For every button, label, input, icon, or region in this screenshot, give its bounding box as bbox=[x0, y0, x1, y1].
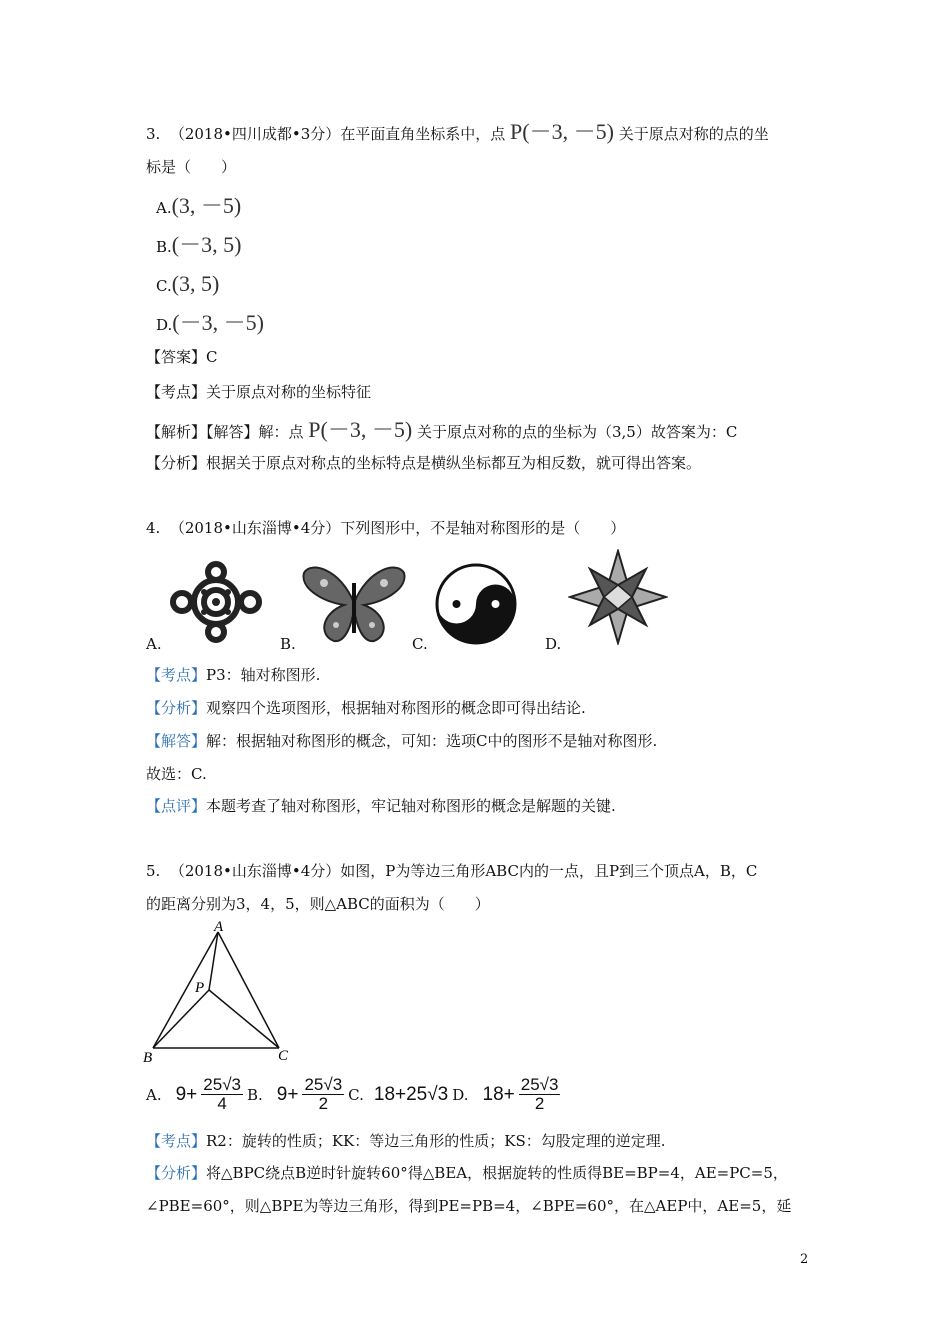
q4-dianping-text: 本题考查了轴对称图形，牢记轴对称图形的概念是解题的关键. bbox=[206, 797, 616, 815]
frac-num: 25√3 bbox=[203, 1075, 241, 1094]
q5-option-c-label: C. bbox=[348, 1085, 364, 1104]
option-label: D. bbox=[156, 316, 173, 334]
option-value: (3, 5) bbox=[171, 271, 220, 296]
q3-jiexi-point: P(－3, －5) bbox=[308, 417, 413, 442]
q3-jiexi-prefix: 【解析】【解答】解：点 bbox=[146, 423, 304, 441]
q5-fenxi-line2: ∠PBE=60°，则△BPE为等边三角形，得到PE=PB=4，∠BPE=60°，在△AEP中，AE=5，延 bbox=[146, 1197, 792, 1215]
q3-answer: 【答案】C bbox=[146, 348, 218, 366]
q5-stem-line1: 5. （2018•山东淄博•4分）如图，P为等边三角形ABC内的一点，且P到三个顶点A，B，C bbox=[146, 862, 758, 880]
q3-fenxi: 【分析】根据关于原点对称点的坐标特点是横纵坐标都互为相反数，就可得出答案。 bbox=[146, 454, 702, 472]
q3-option-c bbox=[156, 271, 220, 296]
q5-kaodian bbox=[146, 1131, 666, 1151]
q4-stem: 4. （2018•山东淄博•4分）下列图形中，不是轴对称图形的是（ ） bbox=[146, 519, 626, 537]
knot-figure bbox=[164, 560, 268, 644]
q3-kaodian: 【考点】关于原点对称的坐标特征 bbox=[146, 383, 372, 401]
tag-fenxi: 【分析】 bbox=[146, 699, 207, 717]
q3-stem-line1 bbox=[146, 119, 769, 144]
frac-num: 25√3 bbox=[520, 1075, 559, 1094]
q3-jiexi bbox=[146, 417, 738, 442]
q5-option-d-int: 18+ bbox=[482, 1083, 515, 1105]
vertex-c-label: C bbox=[278, 1048, 289, 1064]
frac-den: 2 bbox=[534, 1094, 545, 1113]
q5-option-a-frac bbox=[201, 1076, 243, 1113]
triangle-figure bbox=[140, 920, 300, 1065]
q5-kaodian-text: R2：旋转的性质；KK：等边三角形的性质；KS：勾股定理的逆定理. bbox=[206, 1132, 666, 1150]
q5-fenxi-line1 bbox=[146, 1163, 788, 1183]
tag-fenxi: 【分析】 bbox=[146, 1164, 207, 1182]
star-figure bbox=[568, 549, 668, 645]
q3-point: P(－3, －5) bbox=[510, 119, 614, 144]
option-label: B. bbox=[156, 238, 172, 256]
q5-option-d-label: D. bbox=[452, 1085, 469, 1104]
q3-option-b bbox=[156, 232, 242, 257]
q5-option-a-int: 9+ bbox=[175, 1083, 198, 1105]
q3-option-d bbox=[156, 310, 264, 335]
tag-kaodian: 【考点】 bbox=[146, 1132, 207, 1150]
q4-fenxi-text: 观察四个选项图形，根据轴对称图形的概念即可得出结论. bbox=[206, 699, 586, 717]
q5-option-b-label: B. bbox=[246, 1085, 263, 1104]
q4-option-b-label: B. bbox=[280, 635, 296, 653]
q5-option-d-frac bbox=[519, 1076, 561, 1113]
q4-guxuan: 故选：C. bbox=[146, 765, 207, 783]
option-value: (－3, 5) bbox=[171, 232, 242, 257]
q4-fenxi bbox=[146, 698, 586, 718]
q5-fenxi-text1: 将△BPC绕点B逆时针旋转60°得△BEA，根据旋转的性质得BE=BP=4，AE=PC=5， bbox=[206, 1164, 788, 1182]
q5-options bbox=[146, 1076, 560, 1113]
q4-kaodian bbox=[146, 665, 320, 685]
tag-jieda: 【解答】 bbox=[146, 732, 207, 750]
butterfly-figure bbox=[300, 563, 408, 645]
q4-jieda-text: 解：根据轴对称图形的概念，可知：选项C中的图形不是轴对称图形. bbox=[206, 732, 658, 750]
frac-num: 25√3 bbox=[304, 1075, 343, 1094]
q5-option-a-label: A. bbox=[146, 1085, 162, 1104]
page-number: 2 bbox=[800, 1252, 809, 1267]
q4-dianping bbox=[146, 796, 616, 816]
vertex-a-label: A bbox=[214, 920, 224, 935]
frac-den: 2 bbox=[318, 1094, 329, 1113]
q3-stem-prefix: 3. （2018•四川成都•3分）在平面直角坐标系中，点 bbox=[146, 125, 506, 143]
option-label: C. bbox=[156, 277, 172, 295]
tag-dianping: 【点评】 bbox=[146, 797, 207, 815]
q5-option-b-int: 9+ bbox=[276, 1083, 299, 1105]
point-p-label: P bbox=[195, 980, 205, 996]
frac-den: 4 bbox=[217, 1094, 227, 1113]
q3-stem-suffix: 关于原点对称的点的坐 bbox=[618, 125, 769, 143]
vertex-b-label: B bbox=[143, 1050, 153, 1065]
q3-stem-line2: 标是（ ） bbox=[146, 158, 237, 176]
q4-option-d-label: D. bbox=[545, 635, 562, 653]
option-value: (－3, －5) bbox=[172, 310, 264, 335]
q3-option-a bbox=[156, 193, 242, 218]
yin-yang-figure bbox=[434, 562, 518, 646]
q4-option-a-label: A. bbox=[146, 635, 162, 653]
q4-kaodian-text: P3：轴对称图形. bbox=[206, 666, 321, 684]
q5-option-c-int: 18+25√3 bbox=[373, 1083, 449, 1105]
option-label: A. bbox=[156, 199, 172, 217]
q5-option-b-frac bbox=[302, 1076, 344, 1113]
option-value: (3, －5) bbox=[171, 193, 242, 218]
q4-jieda bbox=[146, 731, 657, 751]
q4-option-c-label: C. bbox=[412, 635, 428, 653]
tag-kaodian: 【考点】 bbox=[146, 666, 207, 684]
q3-jiexi-suffix: 关于原点对称的点的坐标为（3,5）故答案为：C bbox=[416, 423, 738, 441]
q5-stem-line2: 的距离分别为3，4，5，则△ABC的面积为（ ） bbox=[146, 895, 490, 913]
